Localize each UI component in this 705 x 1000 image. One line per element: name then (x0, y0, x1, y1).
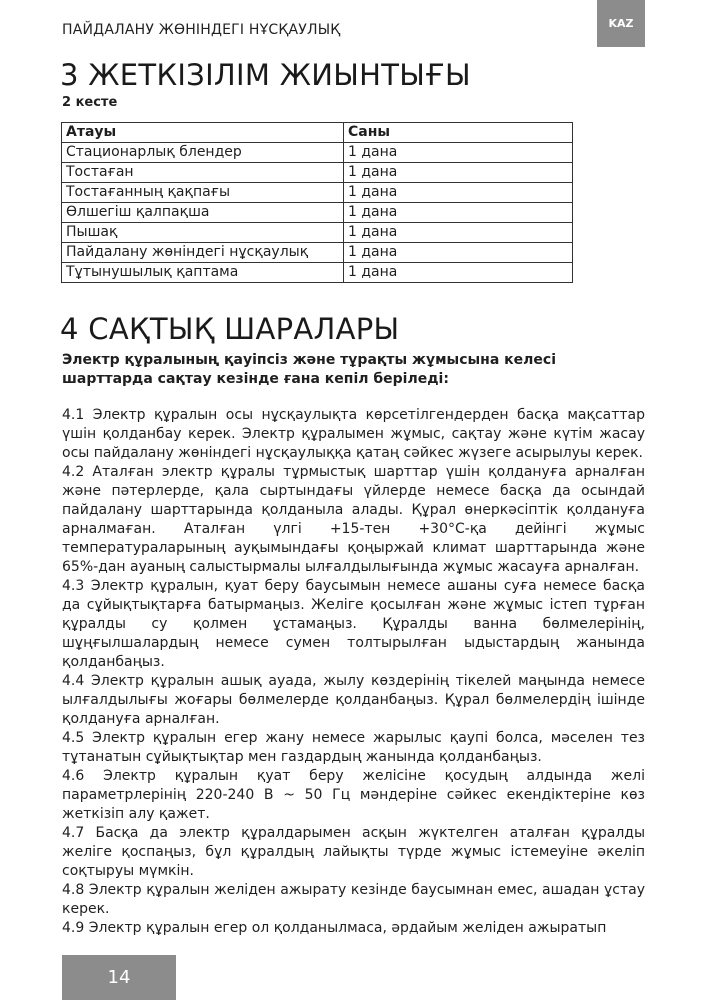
table-row (62, 163, 573, 183)
table-caption: 2 кесте (62, 95, 118, 110)
item-name-cell: Пышақ (62, 223, 344, 243)
paragraph-4-7: 4.7 Басқа да электр құралдарымен асқын жүктелген аталған құралды желіге қоспаңыз, бұл құралдың лайықты түрде жұмыс істемеуіне әкеліп соқтыруы мүмкін. (62, 825, 645, 879)
section-4-heading: 4 САҚТЫҚ ШАРАЛАРЫ (60, 312, 400, 346)
item-name-cell: Пайдалану жөніндегі нұсқаулық (62, 243, 344, 263)
item-quantity-cell: 1 дана (344, 143, 573, 163)
item-quantity-cell: 1 дана (344, 243, 573, 263)
column-header-quantity: Саны (344, 123, 573, 143)
column-header-name: Атауы (62, 123, 344, 143)
table-header-row (62, 123, 573, 143)
delivery-kit-table (61, 122, 573, 283)
paragraph-4-1: 4.1 Электр құралын осы нұсқаулықта көрсетілгендерден басқа мақсаттар үшін қолданбау керек. Электр құралымен жұмыс, сақтау және күтім жасау осы пайдалану жөніндегі нұсқаулыққа қатаң сәйкес жүзеге асырылуы керек. (62, 407, 645, 461)
table-row (62, 223, 573, 243)
paragraph-4-6: 4.6 Электр құралын қуат беру желісіне қосудың алдында желі параметрлерінің 220-240 В ~ 50 Гц мәндеріне сәйкес екендіктеріне көз жеткізіп алу қажет. (62, 768, 645, 822)
paragraph-4-9: 4.9 Электр құралын егер ол қолданылмаса, әрдайым желіден ажыратып (62, 920, 607, 936)
paragraph-4-5: 4.5 Электр құралын егер жану немесе жарылыс қаупі болса, мәселен тез тұтанатын сұйықтықтар мен газдардың жанында қолданбаңыз. (62, 730, 645, 765)
paragraph-4-2: 4.2 Аталған электр құралы тұрмыстық шарттар үшін қолдануға арналған және пәтерлерде, қала сыртындағы үйлерде немесе басқа да осындай пайдалану шарттарында қолданыла алады. Құрал өнеркәсіптік қолдануға арналмаған. Аталған үлгі +15-тен +30°С-қа дейінгі жұмыс температураларының ауқымындағы қоңыржай климат шарттарында және 65%-дан ауаның салыстырмалы ылғалдылығында жұмыс жасауға арналған. (62, 464, 645, 575)
table-row (62, 203, 573, 223)
item-name-cell: Өлшегіш қалпақша (62, 203, 344, 223)
paragraph-4-3: 4.3 Электр құралын, қуат беру баусымын немесе ашаны суға немесе басқа да сұйықтықтарға батырмаңыз. Желіге қосылған және жұмыс істеп тұрған құралды су қолмен ұстамаңыз. Құралды ванна бөлмелерінің, шұңғылшалардың немесе сумен толтырылған ыдыстардың жанында қолданбаңыз. (62, 578, 645, 670)
item-name-cell: Тұтынушылық қаптама (62, 263, 344, 283)
item-quantity-cell: 1 дана (344, 183, 573, 203)
paragraph-4-8: 4.8 Электр құралын желіден ажырату кезінде баусымнан емес, ашадан ұстау керек. (62, 882, 645, 917)
item-quantity-cell: 1 дана (344, 163, 573, 183)
safety-paragraphs (62, 406, 645, 938)
item-quantity-cell: 1 дана (344, 263, 573, 283)
table-row (62, 263, 573, 283)
paragraph-4-4: 4.4 Электр құралын ашық ауада, жылу көздерінің тікелей маңында немесе ылғалдылығы жоғары бөлмелерде қолданбаңыз. Құрал бөлмелердің ішінде қолдануға арналған. (62, 673, 645, 727)
language-tab: KAZ (597, 0, 645, 47)
section-3-heading: 3 ЖЕТКІЗІЛІМ ЖИЫНТЫҒЫ (60, 58, 471, 92)
table-row (62, 143, 573, 163)
item-name-cell: Тостаған (62, 163, 344, 183)
page-number: 14 (62, 955, 176, 1000)
safety-intro: Электр құралының қауіпсіз және тұрақты жұмысына келесі шарттарда сақтау кезінде ғана кепіл беріледі: (62, 352, 556, 387)
item-name-cell: Тостағанның қақпағы (62, 183, 344, 203)
item-quantity-cell: 1 дана (344, 223, 573, 243)
table-row (62, 183, 573, 203)
table-row (62, 243, 573, 263)
running-header-title: ПАЙДАЛАНУ ЖӨНІНДЕГІ НҰСҚАУЛЫҚ (62, 22, 341, 38)
item-quantity-cell: 1 дана (344, 203, 573, 223)
item-name-cell: Стационарлық блендер (62, 143, 344, 163)
